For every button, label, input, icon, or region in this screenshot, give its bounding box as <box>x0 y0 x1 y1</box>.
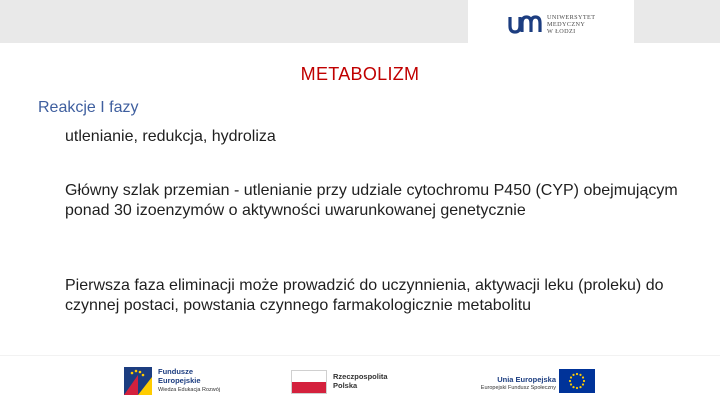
pl-line-2: Polska <box>333 381 358 390</box>
fe-line-1: Fundusze <box>158 367 193 376</box>
university-name-line-1: UNIWERSYTET <box>547 14 596 21</box>
paragraph-main-pathway: Główny szlak przemian - utlenianie przy udziale cytochromu P450 (CYP) obejmującym ponad 30 izoenzymów o aktywności uwarunkowanej genetycznie <box>65 182 678 219</box>
university-name <box>547 14 595 35</box>
ue-subline: Europejski Fundusz Społeczny <box>480 385 556 391</box>
university-name-line-2: MEDYCZNY <box>547 21 586 28</box>
rzeczpospolita-label <box>333 372 388 390</box>
unia-europejska-label <box>476 375 556 393</box>
footer-divider <box>0 355 720 356</box>
slide-subtitle: Reakcje I fazy <box>38 99 139 116</box>
um-logo-icon <box>508 13 542 35</box>
university-name-line-3: W ŁODZI <box>547 28 576 35</box>
fe-tagline: Wiedza Edukacja Rozwój <box>158 387 221 393</box>
fundusze-europejskie-logo-icon <box>122 365 154 397</box>
paragraph-first-phase: Pierwsza faza eliminacji może prowadzić do uczynnienia, aktywacji leku (proleku) do czynnej postaci, powstania czynnego farmakologicznie metabolitu <box>65 277 664 314</box>
slide-title: METABOLIZM <box>300 64 420 84</box>
fe-line-2: Europejskie <box>158 375 201 385</box>
pl-line-1: Rzeczpospolita <box>333 372 388 381</box>
ue-line-1: Unia Europejska <box>497 375 556 384</box>
reaction-types: utlenianie, redukcja, hydroliza <box>65 128 276 145</box>
fundusze-europejskie-label <box>158 368 220 395</box>
eu-flag-icon <box>559 369 595 393</box>
polish-flag-icon <box>291 370 327 394</box>
